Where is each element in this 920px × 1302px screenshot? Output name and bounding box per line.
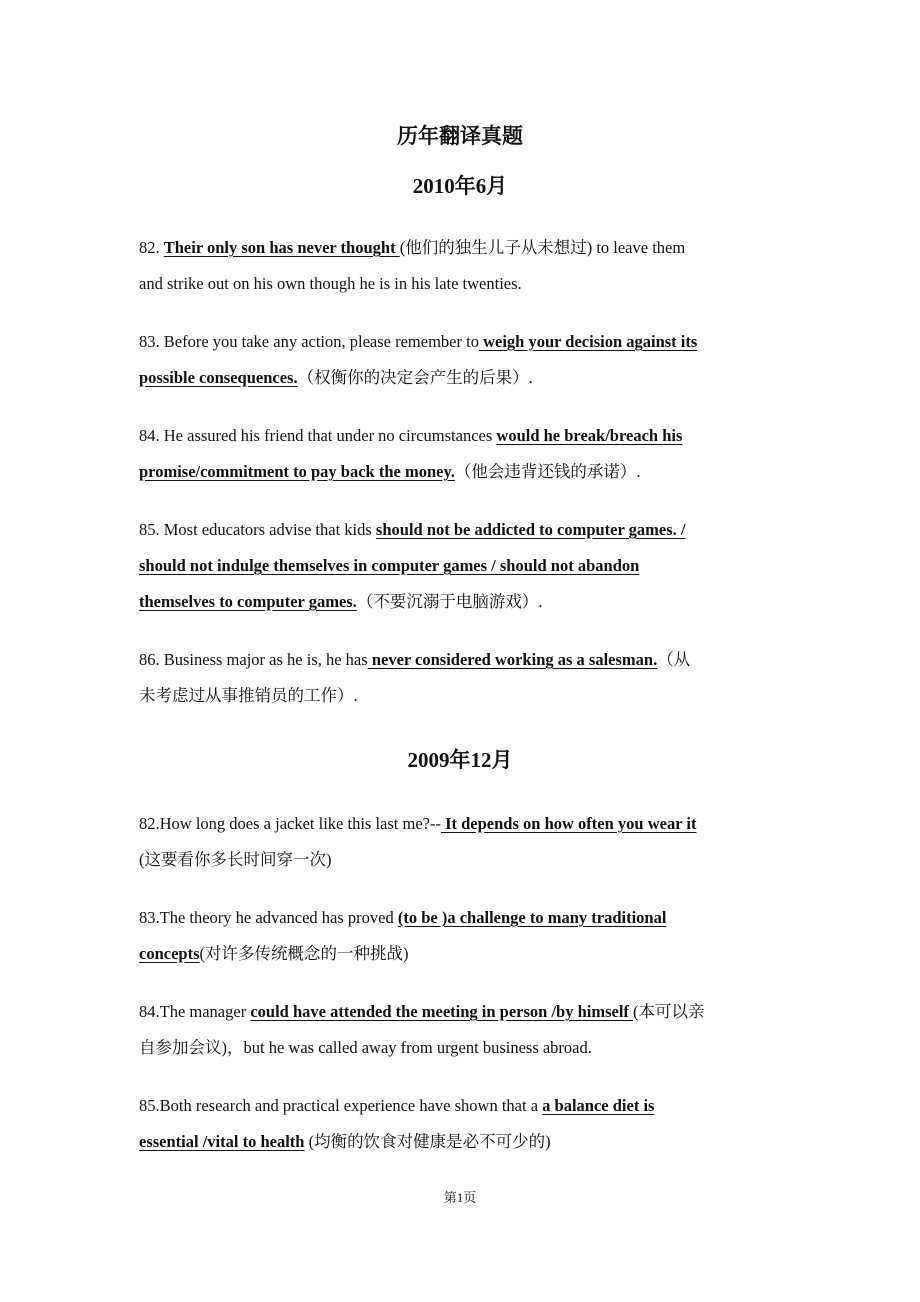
question-line — [139, 1030, 787, 1066]
question-text: 82.How long does a jacket like this last me?-- — [139, 814, 441, 833]
answer-text: essential /vital to health — [139, 1132, 305, 1151]
question-line — [139, 678, 787, 714]
page-title: 历年翻译真题 — [397, 124, 523, 148]
page-footer: 第1页 — [443, 1190, 477, 1205]
question-line — [139, 806, 787, 842]
question-line — [139, 548, 787, 584]
question-item — [139, 512, 787, 620]
question-text: 83.The theory he advanced has proved — [139, 908, 398, 927]
answer-text: should not be addicted to computer games. / — [375, 520, 686, 539]
question-text: 82. — [139, 238, 164, 257]
answer-text: Their only son has never thought — [163, 238, 400, 257]
question-line — [139, 418, 787, 454]
question-item — [139, 900, 787, 972]
question-item — [139, 806, 787, 878]
question-line — [139, 584, 787, 620]
question-text: 85.Both research and practical experience have shown that a — [139, 1096, 543, 1115]
question-text: 84.The manager — [139, 1002, 251, 1021]
question-text: （从 — [657, 650, 691, 669]
question-line — [139, 936, 787, 972]
answer-text: a balance diet is — [542, 1096, 655, 1115]
question-item — [139, 642, 787, 714]
answer-text: weigh your decision against its — [478, 332, 698, 351]
question-item — [139, 994, 787, 1066]
question-text: and strike out on his own though he is in his late twenties. — [139, 274, 522, 293]
question-item — [139, 1088, 787, 1160]
question-line — [139, 900, 787, 936]
answer-text: (to be )a challenge to many traditional — [397, 908, 667, 927]
question-text: （他会违背还钱的承诺）. — [454, 462, 641, 481]
answer-text: promise/commitment to pay back the money. — [139, 462, 455, 481]
question-text: 85. Most educators advise that kids — [139, 520, 376, 539]
answer-text: It depends on how often you wear it — [440, 814, 697, 833]
question-item — [139, 230, 787, 302]
question-text: （不要沉溺于电脑游戏）. — [356, 592, 543, 611]
question-line — [139, 360, 787, 396]
section-heading-2009-12: 2009年12月 — [407, 748, 513, 772]
answer-text: themselves to computer games. — [139, 592, 357, 611]
question-line — [139, 1088, 787, 1124]
question-text: (均衡的饮食对健康是必不可少的) — [304, 1132, 551, 1151]
question-text: (他们的独生儿子从未想过) to leave them — [399, 238, 686, 257]
question-text: (这要看你多长时间穿一次) — [139, 850, 332, 869]
question-text: 未考虑过从事推销员的工作）. — [139, 686, 358, 705]
question-text: （权衡你的决定会产生的后果）. — [297, 368, 533, 387]
question-line — [139, 324, 787, 360]
section-heading-2010-06: 2010年6月 — [412, 174, 508, 198]
question-line — [139, 1124, 787, 1160]
question-text: (对许多传统概念的一种挑战) — [199, 944, 409, 963]
question-line — [139, 454, 787, 490]
question-line — [139, 266, 787, 302]
answer-text: concepts — [139, 944, 200, 963]
question-text: 83. Before you take any action, please remember to — [139, 332, 479, 351]
question-line — [139, 512, 787, 548]
question-line — [139, 642, 787, 678]
question-text: 86. Business major as he is, he has — [139, 650, 368, 669]
question-line — [139, 994, 787, 1030]
question-text: 自参加会议)，but he was called away from urgent business abroad. — [139, 1038, 592, 1057]
question-line — [139, 842, 787, 878]
answer-text: possible consequences. — [139, 368, 298, 387]
question-item — [139, 324, 787, 396]
question-text: 84. He assured his friend that under no circumstances — [139, 426, 497, 445]
question-item — [139, 418, 787, 490]
answer-text: could have attended the meeting in person /by himself — [250, 1002, 634, 1021]
question-line — [139, 230, 787, 266]
answer-text: would he break/breach his — [496, 426, 683, 445]
answer-text: should not indulge themselves in computer games / should not abandon — [139, 556, 640, 575]
answer-text: never considered working as a salesman. — [367, 650, 658, 669]
question-text: (本可以亲 — [633, 1002, 705, 1021]
